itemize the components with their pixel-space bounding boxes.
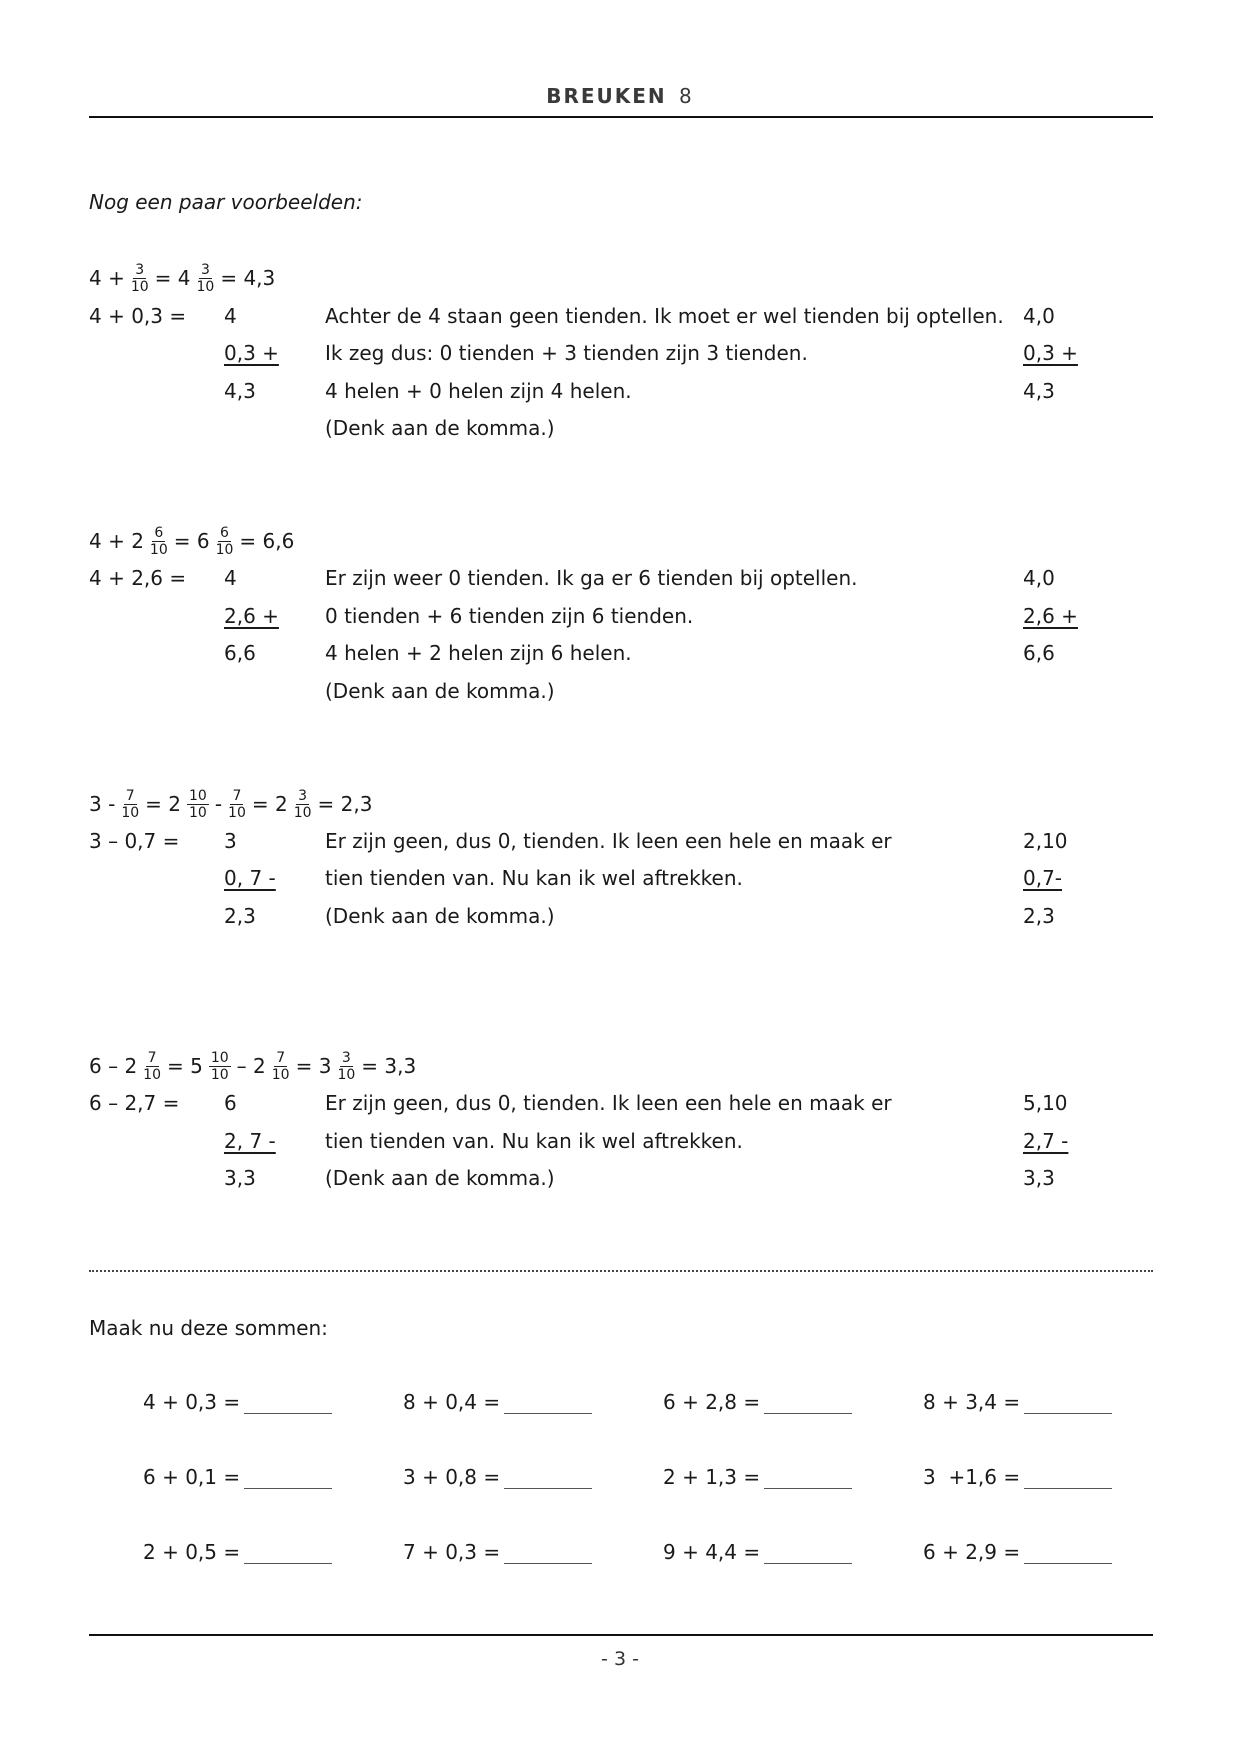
fraction: $\frac{3}{10}$ [293,787,312,821]
example-3-right-1: 0,7- [1023,866,1063,890]
fraction-text: 6 – 2 [89,1054,138,1078]
dotted-divider [89,1270,1153,1272]
answer-blank[interactable] [244,1393,332,1414]
fraction-text: = 2,3 [317,792,373,816]
exercise-item[interactable] [923,1465,1112,1489]
example-1-right-0: 4,0 [1023,304,1055,328]
example-1-right-2: 4,3 [1023,379,1055,403]
header-rule [89,116,1153,118]
exercise-item[interactable] [663,1390,852,1414]
example-2-expl-1: 0 tienden + 6 tienden zijn 6 tienden. [325,604,694,628]
example-3-expl-1: tien tienden van. Nu kan ik wel aftrekken. [325,866,743,890]
exercise-prompt: 6 + 2,9 = [923,1540,1021,1564]
example-3-col-2: 2,3 [224,904,256,928]
header-title: BREUKEN [546,84,667,108]
exercise-item[interactable] [923,1540,1112,1564]
example-1-expl-2: 4 helen + 0 helen zijn 4 helen. [325,379,632,403]
exercise-prompt: 4 + 0,3 = [143,1390,241,1414]
example-4-right-0: 5,10 [1023,1091,1068,1115]
answer-blank[interactable] [504,1468,592,1489]
exercise-prompt: 3 +1,6 = [923,1465,1021,1489]
fraction-text: = 2 [251,792,288,816]
example-2-right-2: 6,6 [1023,641,1055,665]
exercise-item[interactable] [403,1390,592,1414]
example-4-col-1: 2, 7 - [224,1129,276,1153]
fraction-text: 3 - [89,792,116,816]
fraction-text: = 6 [173,529,210,553]
exercise-item[interactable] [403,1465,592,1489]
example-2-fraction-line [89,519,294,563]
exercise-prompt: 8 + 0,4 = [403,1390,501,1414]
fraction: $\frac{7}{10}$ [228,787,246,821]
answer-blank[interactable] [1024,1393,1112,1414]
fraction-text: = 5 [167,1054,203,1078]
example-4-equation: 6 – 2,7 = [89,1091,180,1115]
example-1-col-1: 0,3 + [224,341,279,365]
fraction: $\frac{3}{10}$ [196,261,215,295]
example-4-expl-0: Er zijn geen, dus 0, tienden. Ik leen een hele en maak er [325,1091,892,1115]
example-2-equation: 4 + 2,6 = [89,566,187,590]
exercise-prompt: 6 + 0,1 = [143,1465,241,1489]
page-number: - 3 - [601,1648,639,1670]
example-2-right-0: 4,0 [1023,566,1055,590]
exercise-prompt: 6 + 2,8 = [663,1390,761,1414]
fraction-text: – 2 [236,1054,266,1078]
example-1-right-1: 0,3 + [1023,341,1078,365]
footer-rule [89,1634,1153,1636]
exercise-item[interactable] [143,1540,332,1564]
example-2-expl-2: 4 helen + 2 helen zijn 6 helen. [325,641,632,665]
answer-blank[interactable] [764,1393,852,1414]
fraction: $\frac{10}{10}$ [188,787,207,821]
fraction-text: - [214,792,223,816]
exercise-prompt: 2 + 0,5 = [143,1540,241,1564]
example-2-expl-0: Er zijn weer 0 tienden. Ik ga er 6 tienden bij optellen. [325,566,858,590]
example-3-expl-2: (Denk aan de komma.) [325,904,555,928]
exercise-item[interactable] [403,1540,592,1564]
exercise-item[interactable] [663,1465,852,1489]
fraction-text: = 4 [154,266,191,290]
example-1-expl-1: Ik zeg dus: 0 tienden + 3 tienden zijn 3 tienden. [325,341,808,365]
intro-text: Nog een paar voorbeelden: [89,190,363,214]
fraction-text: 4 + 2 [89,529,144,553]
example-4-right-1: 2,7 - [1023,1129,1069,1153]
header-number: 8 [679,84,694,108]
exercise-item[interactable] [143,1465,332,1489]
example-4-col-0: 6 [224,1091,237,1115]
example-4-expl-1: tien tienden van. Nu kan ik wel aftrekken. [325,1129,743,1153]
fraction-text: = 3 [295,1054,332,1078]
fraction-text: 4 + [89,266,125,290]
fraction-text: = 3,3 [361,1054,417,1078]
example-3-right-2: 2,3 [1023,904,1055,928]
exercise-item[interactable] [663,1540,852,1564]
answer-blank[interactable] [244,1543,332,1564]
fraction: $\frac{3}{10}$ [130,261,149,295]
answer-blank[interactable] [1024,1543,1112,1564]
exercise-item[interactable] [143,1390,332,1414]
fraction: $\frac{10}{10}$ [210,1049,229,1083]
exercise-heading: Maak nu deze sommen: [89,1316,328,1340]
answer-blank[interactable] [244,1468,332,1489]
fraction-text: = 6,6 [239,529,295,553]
example-2-col-1: 2,6 + [224,604,279,628]
answer-blank[interactable] [504,1393,592,1414]
example-4-right-2: 3,3 [1023,1166,1055,1190]
example-2-right-1: 2,6 + [1023,604,1078,628]
exercise-prompt: 2 + 1,3 = [663,1465,761,1489]
answer-blank[interactable] [764,1543,852,1564]
example-3-equation: 3 – 0,7 = [89,829,180,853]
example-3-right-0: 2,10 [1023,829,1068,853]
example-4-expl-2: (Denk aan de komma.) [325,1166,555,1190]
example-1-expl-3: (Denk aan de komma.) [325,416,555,440]
example-1-col-0: 4 [224,304,237,328]
page-header [0,84,1240,108]
exercise-prompt: 9 + 4,4 = [663,1540,761,1564]
fraction-text: = 4,3 [220,266,276,290]
exercise-prompt: 8 + 3,4 = [923,1390,1021,1414]
example-3-expl-0: Er zijn geen, dus 0, tienden. Ik leen een hele en maak er [325,829,892,853]
example-3-col-0: 3 [224,829,237,853]
example-1-fraction-line [89,256,275,300]
fraction: $\frac{7}{10}$ [143,1049,161,1083]
example-2-expl-3: (Denk aan de komma.) [325,679,555,703]
example-3-fraction-line [89,782,372,826]
example-1-expl-0: Achter de 4 staan geen tienden. Ik moet er wel tienden bij optellen. [325,304,1004,328]
example-4-col-2: 3,3 [224,1166,256,1190]
exercise-item[interactable] [923,1390,1112,1414]
example-1-col-2: 4,3 [224,379,256,403]
example-4-fraction-line [89,1044,416,1088]
example-2-col-0: 4 [224,566,237,590]
fraction-text: = 2 [145,792,181,816]
fraction: $\frac{7}{10}$ [121,787,140,821]
fraction: $\frac{7}{10}$ [271,1049,290,1083]
fraction: $\frac{6}{10}$ [215,524,234,558]
exercise-prompt: 3 + 0,8 = [403,1465,501,1489]
example-3-col-1: 0, 7 - [224,866,276,890]
example-1-equation: 4 + 0,3 = [89,304,187,328]
answer-blank[interactable] [504,1543,592,1564]
fraction: $\frac{3}{10}$ [337,1049,356,1083]
answer-blank[interactable] [1024,1468,1112,1489]
fraction: $\frac{6}{10}$ [149,524,168,558]
exercise-prompt: 7 + 0,3 = [403,1540,501,1564]
example-2-col-2: 6,6 [224,641,256,665]
answer-blank[interactable] [764,1468,852,1489]
